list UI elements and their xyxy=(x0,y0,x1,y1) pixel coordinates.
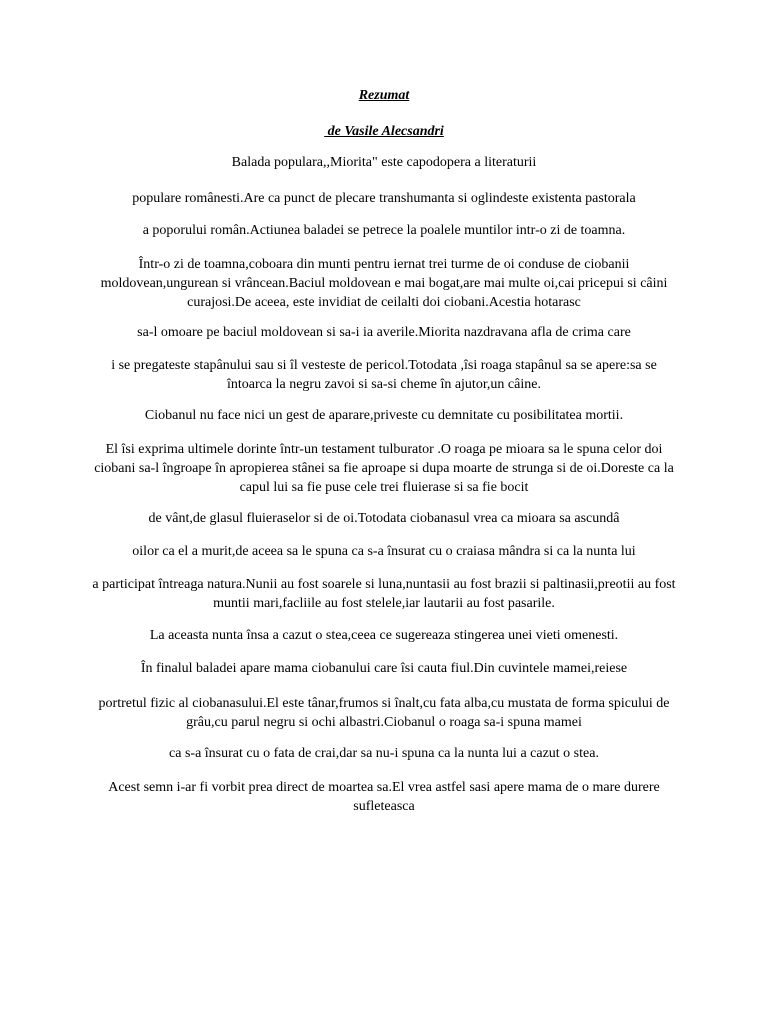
paragraph-8: El îsi exprima ultimele dorinte într-un testament tulburator .O roaga pe mioara sa le spuna celor doi ciobani sa-l îngroape în apropierea stânei sa fie aproape si dupa moarte de strunga si de oi.Doreste ca la capul lui sa fie puse cele trei fluierase si sa fie bocit xyxy=(94,442,674,495)
paragraph-11: a participat întreaga natura.Nunii au fost soarele si luna,nuntasii au fost brazii si paltinasii,preotii au fost muntii mari,facliile au fost stelele,iar lautarii au fost pasarile. xyxy=(92,577,676,611)
document-title: Rezumat xyxy=(358,88,410,103)
paragraph-2: populare românesti.Are ca punct de plecare transhumanta si oglindeste existenta pastorala xyxy=(132,191,636,206)
paragraph-5: sa-l omoare pe baciul moldovean si sa-i ia averile.Miorita nazdravana afla de crima care xyxy=(137,325,631,340)
paragraph-13: În finalul baladei apare mama ciobanului care îsi cauta fiul.Din cuvintele mamei,reiese xyxy=(140,661,628,676)
paragraph-15: ca s-a însurat cu o fata de crai,dar sa nu-i spuna ca la nunta lui a cazut o stea. xyxy=(169,746,599,761)
paragraph-12: La aceasta nunta însa a cazut o stea,ceea ce sugereaza stingerea unei vieti omenesti. xyxy=(149,628,619,643)
paragraph-7: Ciobanul nu face nici un gest de aparare,priveste cu demnitate cu posibilitatea mortii. xyxy=(144,408,624,423)
paragraph-14: portretul fizic al ciobanasului.El este tânar,frumos si înalt,cu fata alba,cu mustata de forma spicului de grâu,cu parul negru si ochi albastri.Ciobanul o roaga sa-i spuna mamei xyxy=(98,696,670,730)
paragraph-9: de vânt,de glasul fluieraselor si de oi.Totodata ciobanasul vrea ca mioara sa ascundâ xyxy=(148,511,620,526)
document-author: de Vasile Alecsandri xyxy=(324,124,444,139)
paragraph-16: Acest semn i-ar fi vorbit prea direct de moartea sa.El vrea astfel sasi apere mama de o mare durere sufleteasca xyxy=(108,780,660,814)
paragraph-6: i se pregateste stapânului sau si îl vesteste de pericol.Totodata ,îsi roaga stapânul sa se apere:sa se întoarca la negru zavoi si sa-si cheme în ajutor,un câine. xyxy=(111,358,657,392)
paragraph-4: Într-o zi de toamna,coboara din munti pentru iernat trei turme de oi conduse de ciobanii moldovean,ungurean si vrâncean.Baciul moldovean e mai bogat,are mai multe oi,cai pricepui si câini curajosi.De aceea, este invidiat de ceilalti doi ciobani.Acestia hotarasc xyxy=(100,257,668,310)
paragraph-3: a poporului român.Actiunea baladei se petrece la poalele muntilor intr-o zi de toamna. xyxy=(142,223,626,238)
paragraph-10: oilor ca el a murit,de aceea sa le spuna ca s-a însurat cu o craiasa mândra si ca la nunta lui xyxy=(132,544,636,559)
paragraph-1: Balada populara,,Miorita" este capodopera a literaturii xyxy=(231,155,537,170)
